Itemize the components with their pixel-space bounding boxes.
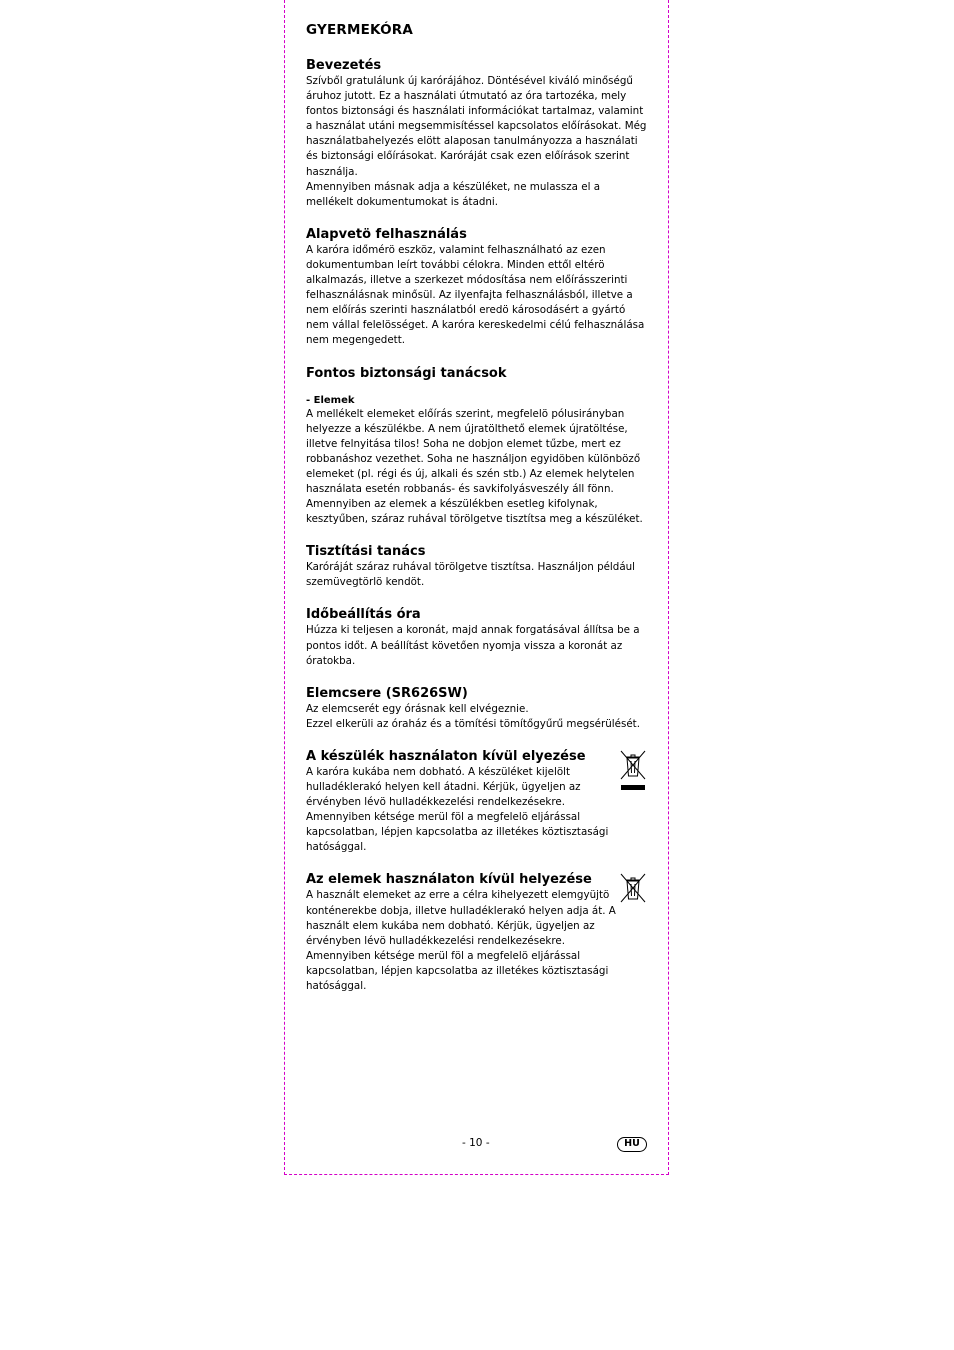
- section-heading: Időbeállítás óra: [306, 607, 421, 623]
- section-text: A karóra időmérö eszköz, valamint felhasználható az ezen dokumentumban leírt további célokra. Minden ettől eltérö alkalmazás, illetve a szerkezet módosítása nem előírásszerinti felhasználásnak minősül. Az ilyenfajta felhasználásból, illetve a nem előírás szerinti használatból eredö károsodásért a gyártó nem vállal felelösséget. A karóra kereskedelmi célú felhasználása nem megengedett.: [306, 243, 645, 347]
- section-text: A használt elemeket az erre a célra kihelyezett elemgyüjtö konténerekbe dobja, illetve hulladéklerakó helyen adja át. A használt elem kukába nem dobható. Kérjük, ügyeljen az érvényben lévö hulladékkezelési rendelkezésekre. Amennyiben kétsége merül föl a megfelelö eljárással kapcsolatban, lépjen kapcsolatba az illetékes köztisztasági hatósággal.: [306, 889, 616, 993]
- section-idobeallitas: [306, 607, 648, 668]
- section-alapveto: [306, 227, 648, 349]
- section-text: A mellékelt elemeket előírás szerint, megfelelö pólusirányban helyezze a készülékbe. A nem újratölthető elemek újratöltése, illetve felnyitása tilos! Soha ne dobjon elemet tűzbe, mert ez robbanáshoz vezethet. Soha ne használjon egyidöben különböző elemeket (pl. régi és új, alkali és szén stb.) Az elemek helytelen használata esetén robbanás- és savkifolyásveszély áll fönn.: [306, 407, 641, 495]
- section-heading: Tisztítási tanács: [306, 544, 426, 560]
- section-keszulek: [306, 749, 648, 856]
- section-text: Ezzel elkerüli az óraház és a tömítési tömítőgyűrű megsérülését.: [306, 717, 640, 730]
- crossed-bin-icon: [618, 749, 648, 793]
- section-elemcsere: [306, 686, 648, 732]
- section-fontos: [306, 366, 648, 528]
- section-heading: Az elemek használaton kívül helyezése: [306, 872, 592, 888]
- section-heading: Fontos biztonsági tanácsok: [306, 365, 507, 381]
- section-heading: Bevezetés: [306, 58, 382, 73]
- crossed-bin-icon: [618, 872, 648, 916]
- page-number: - 10 -: [462, 1137, 490, 1149]
- section-text: Az elemcserét egy órásnak kell elvégeznie.: [306, 702, 529, 715]
- language-badge: HU: [617, 1137, 647, 1152]
- section-heading: A készülék használaton kívül elyezése: [306, 748, 586, 764]
- document-title: GYERMEKÓRA: [306, 22, 414, 38]
- section-tisztitasi: [306, 544, 648, 590]
- section-text: Amennyiben másnak adja a készüléket, ne mulassza el a mellékelt dokumentumokat is átadni.: [306, 180, 601, 208]
- section-elemek: [306, 872, 648, 994]
- subsection-heading: - Elemek: [306, 394, 355, 406]
- section-bevezetes: [306, 58, 648, 210]
- section-text: Szívből gratulálunk új karórájához. Döntésével kiváló minőségű áruhoz jutott. Ez a használati útmutató az óra tartozéka, mely fontos biztonsági és használati információkat tartalmaz, valamint a használat utáni megsemmisítéssel kapcsolatos előírásokat. Még használatbahelyezés elött alaposan tanulmányozza a használati és biztonsági előírásokat. Karóráját csak ezen előírások szerint használja.: [306, 75, 647, 178]
- section-heading: Elemcsere (SR626SW): [306, 685, 468, 701]
- document-body: [306, 22, 648, 1011]
- section-text: A karóra kukába nem dobható. A készüléket kijelölt hulladéklerakó helyen kell átadni. Kérjük, ügyeljen az érvényben lévö hulladékkezelési rendelkezésekre. Amennyiben kétsége merül föl a megfelelö eljárással kapcsolatban, lépjen kapcsolatba az illetékes köztisztasági hatósággal.: [306, 765, 609, 854]
- section-text: Karóráját száraz ruhával törölgetve tisztítsa. Használjon például szemüvegtörlö kendöt.: [306, 561, 636, 589]
- section-heading: Alapvetö felhasználás: [306, 226, 467, 242]
- section-text: Húzza ki teljesen a koronát, majd annak forgatásával állítsa be a pontos időt. A beállítást követően nyomja vissza a koronát az óratokba.: [306, 624, 640, 667]
- section-text: Amennyiben az elemek a készülékben esetleg kifolynak, kesztyűben, száraz ruhával törölgetve tisztítsa meg a készüléket.: [306, 498, 643, 526]
